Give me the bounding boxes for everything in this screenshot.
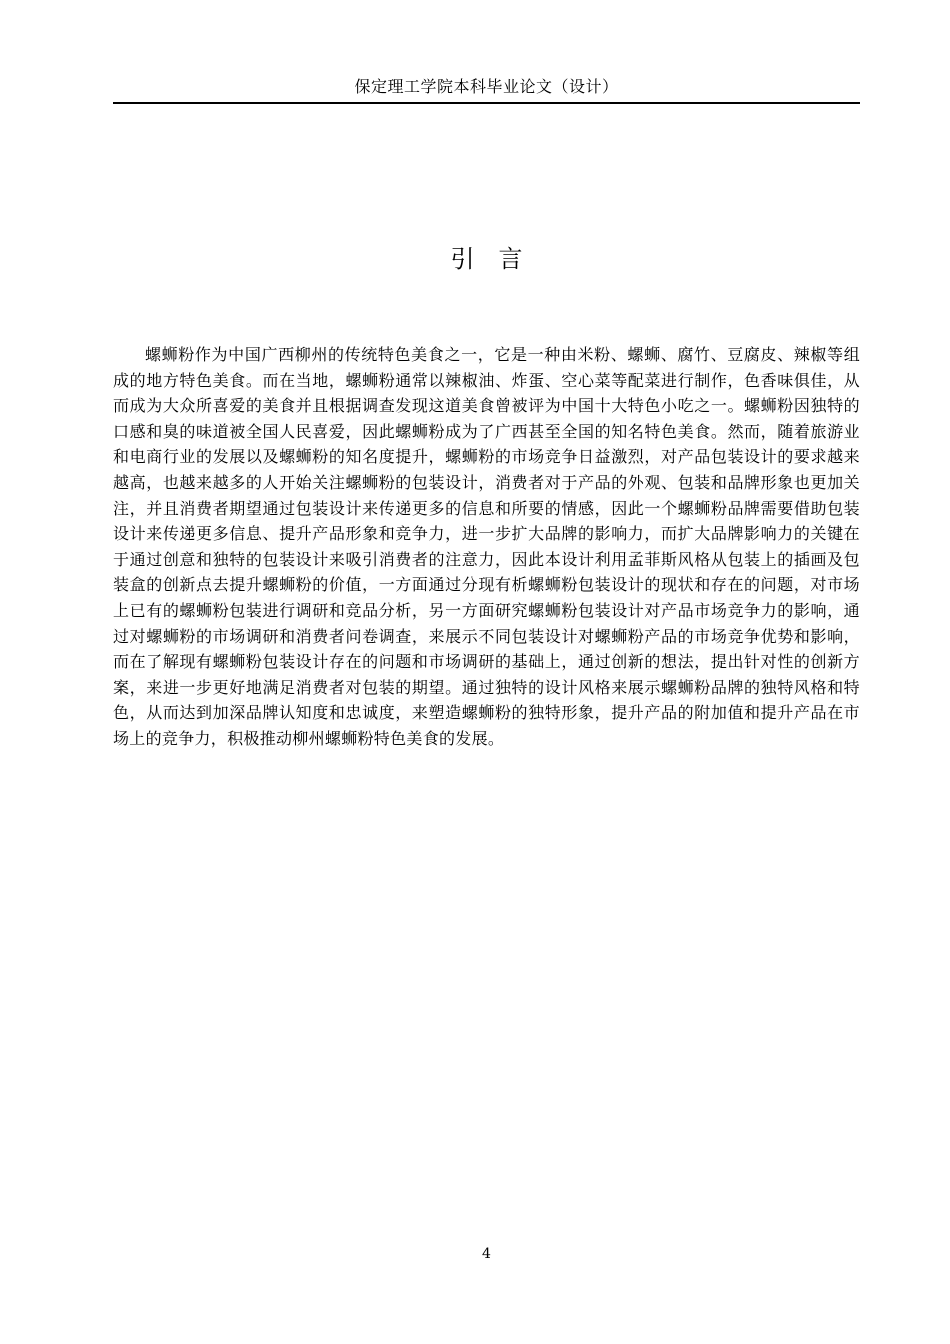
section-title: 引言	[450, 245, 547, 273]
body-paragraph: 螺蛳粉作为中国广西柳州的传统特色美食之一，它是一种由米粉、螺蛳、腐竹、豆腐皮、辣椒等组成的地方特色美食。而在当地，螺蛳粉通常以辣椒油、炸蛋、空心菜等配菜进行制作，色香味俱佳，从而成为大众所喜爱的美食并且根据调查发现这道美食曾被评为中国十大特色小吃之一。螺蛳粉因独特的口感和臭的味道被全国人民喜爱，因此螺蛳粉成为了广西甚至全国的知名特色美食。然而，随着旅游业和电商行业的发展以及螺蛳粉的知名度提升，螺蛳粉的市场竞争日益激烈，对产品包装设计的要求越来越高，也越来越多的人开始关注螺蛳粉的包装设计，消费者对于产品的外观、包装和品牌形象也更加关注，并且消费者期望通过包装设计来传递更多的信息和所要的情感，因此一个螺蛳粉品牌需要借助包装设计来传递更多信息、提升产品形象和竞争力，进一步扩大品牌的影响力，而扩大品牌影响力的关键在于通过创意和独特的包装设计来吸引消费者的注意力，因此本设计利用孟菲斯风格从包装上的插画及包装盒的创新点去提升螺蛳粉的价值，一方面通过分现有析螺蛳粉包装设计的现状和存在的问题，对市场上已有的螺蛳粉包装进行调研和竞品分析，另一方面研究螺蛳粉包装设计对产品市场竞争力的影响，通过对螺蛳粉的市场调研和消费者问卷调查，来展示不同包装设计对螺蛳粉产品的市场竞争优势和影响，而在了解现有螺蛳粉包装设计存在的问题和市场调研的基础上，通过创新的想法，提出针对性的创新方案，来进一步更好地满足消费者对包装的期望。通过独特的设计风格来展示螺蛳粉品牌的独特风格和特色，从而达到加深品牌认知度和忠诚度，来塑造螺蛳粉的独特形象，提升产品的附加值和提升产品在市场上的竞争力，积极推动柳州螺蛳粉特色美食的发展。	[113, 345, 860, 748]
page-number: 4	[482, 1246, 491, 1262]
running-header: 保定理工学院本科毕业论文（设计）	[113, 74, 860, 104]
